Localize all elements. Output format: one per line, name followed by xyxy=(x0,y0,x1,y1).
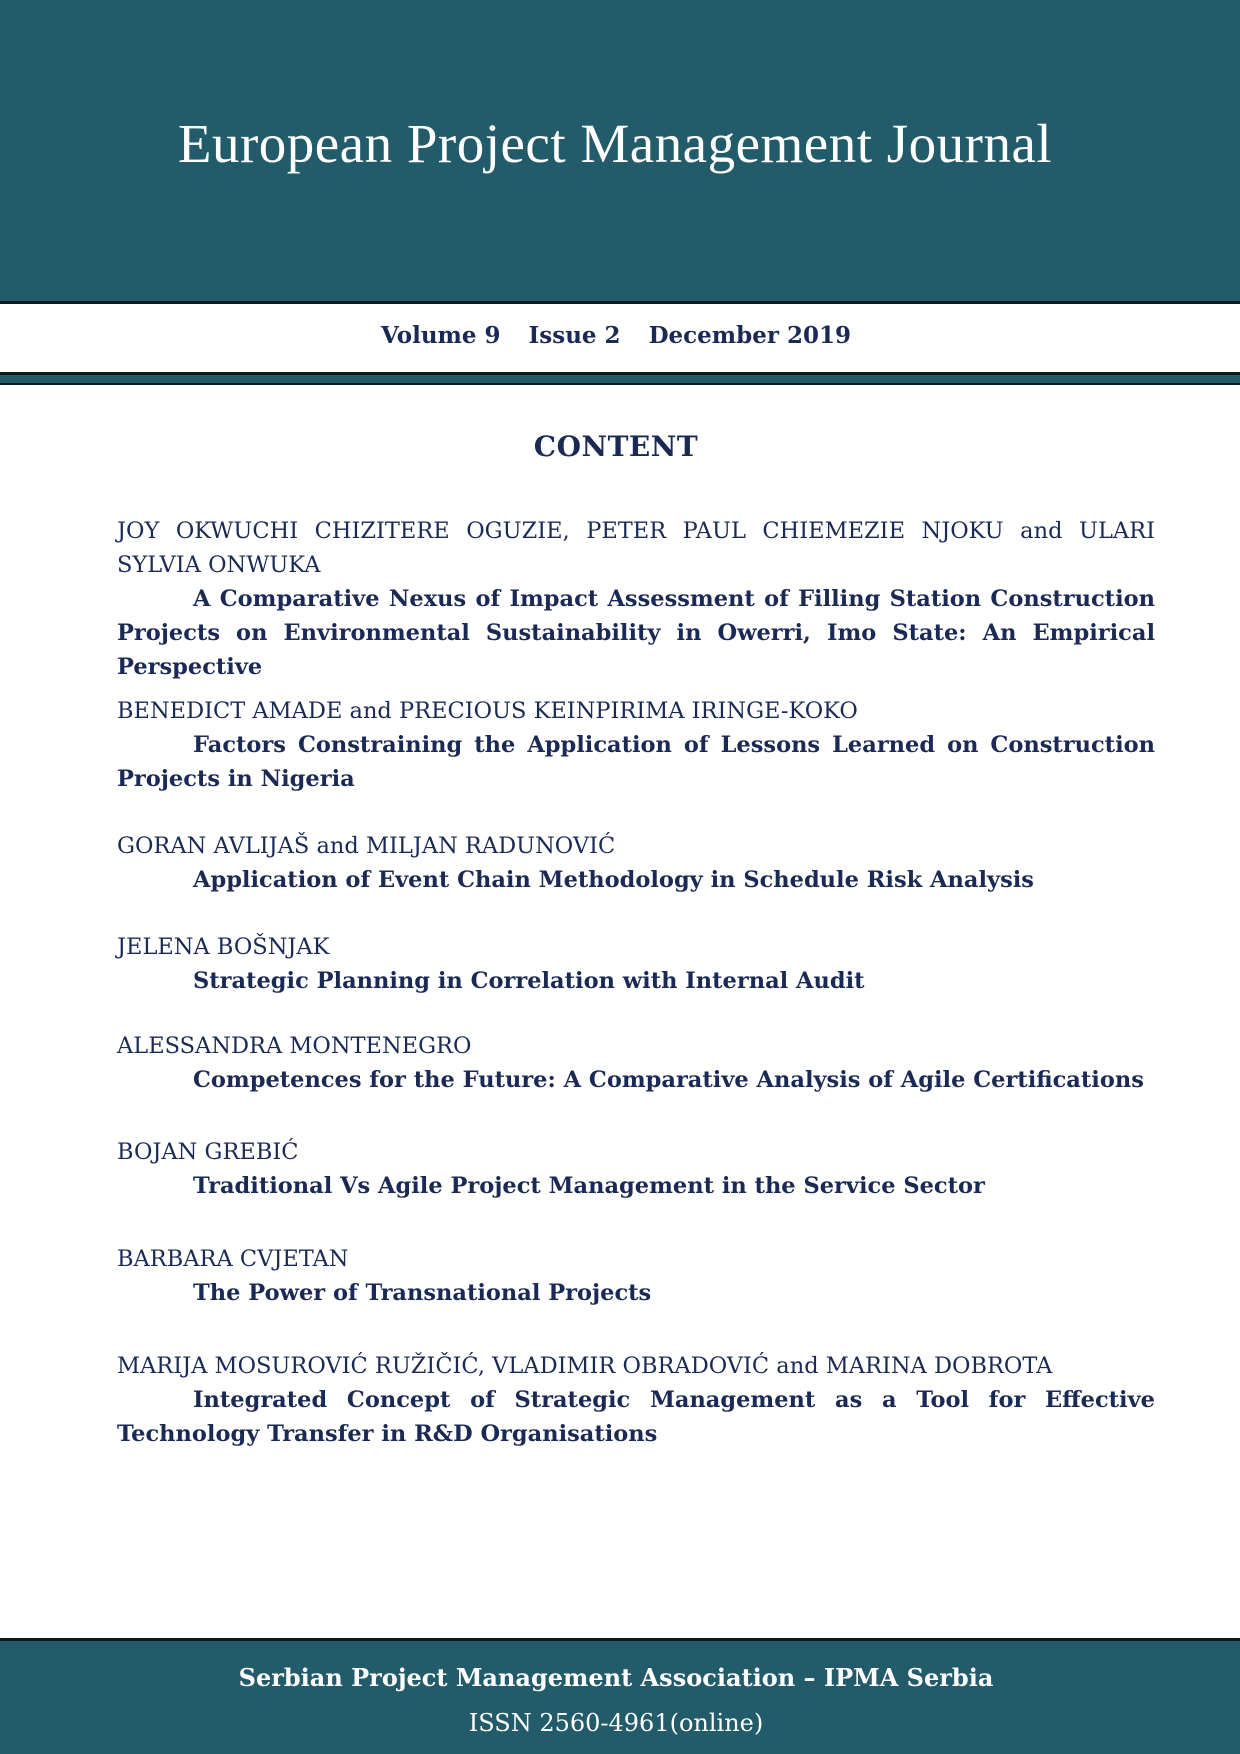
toc-entry[interactable] xyxy=(117,1242,1155,1310)
issn-number: ISSN 2560-4961(online) xyxy=(468,1709,764,1737)
issue-label: Issue 2 xyxy=(528,322,621,349)
entry-authors: BOJAN GREBIĆ xyxy=(117,1139,299,1165)
entry-authors: BARBARA CVJETAN xyxy=(117,1246,349,1272)
content-heading: CONTENT xyxy=(533,430,699,463)
entry-authors: JOY OKWUCHI CHIZITERE OGUZIE, PETER PAUL CHIEMEZIE NJOKU and ULARI SYLVIA ONWUKA xyxy=(117,518,1155,578)
entry-authors: GORAN AVLIJAŠ and MILJAN RADUNOVIĆ xyxy=(117,833,616,859)
toc-entry[interactable] xyxy=(117,1029,1155,1097)
toc-entry[interactable] xyxy=(117,1349,1155,1451)
toc-entry[interactable] xyxy=(117,694,1155,796)
entry-authors: JELENA BOŠNJAK xyxy=(117,934,330,960)
entry-title[interactable]: A Comparative Nexus of Impact Assessment of Filling Station Construction Projects on Environmental Sustainability in Owerri, Imo State: An Empirical Perspective xyxy=(117,586,1155,680)
divider-rule xyxy=(0,372,1240,385)
issue-date: December 2019 xyxy=(648,322,851,349)
entry-title[interactable]: Traditional Vs Agile Project Management in the Service Sector xyxy=(193,1173,985,1199)
toc-entry[interactable] xyxy=(117,829,1155,897)
volume-label: Volume 9 xyxy=(381,322,501,349)
entry-authors: MARIJA MOSUROVIĆ RUŽIČIĆ, VLADIMIR OBRADOVIĆ and MARINA DOBROTA xyxy=(117,1353,1053,1379)
footer-band xyxy=(0,1638,1240,1754)
toc-entry[interactable] xyxy=(117,514,1155,684)
entry-title[interactable]: Application of Event Chain Methodology in Schedule Risk Analysis xyxy=(193,867,1034,893)
entry-title[interactable]: Factors Constraining the Application of Lessons Learned on Construction Projects in Nigeria xyxy=(117,732,1155,792)
header-band xyxy=(0,0,1240,304)
entry-title[interactable]: Strategic Planning in Correlation with Internal Audit xyxy=(193,968,865,994)
entry-title[interactable]: Competences for the Future: A Comparative Analysis of Agile Certifications xyxy=(193,1067,1144,1093)
entry-title[interactable]: Integrated Concept of Strategic Management as a Tool for Effective Technology Transfer in R&D Organisations xyxy=(117,1387,1155,1447)
toc-entry[interactable] xyxy=(117,930,1155,998)
entry-authors: ALESSANDRA MONTENEGRO xyxy=(117,1033,472,1059)
issue-info xyxy=(0,322,1232,349)
entry-title[interactable]: The Power of Transnational Projects xyxy=(193,1280,652,1306)
toc-entry[interactable] xyxy=(117,1135,1155,1203)
publisher-name: Serbian Project Management Association – IPMA Serbia xyxy=(238,1663,994,1692)
entry-authors: BENEDICT AMADE and PRECIOUS KEINPIRIMA IRINGE-KOKO xyxy=(117,698,858,724)
journal-title: European Project Management Journal xyxy=(177,113,1053,174)
